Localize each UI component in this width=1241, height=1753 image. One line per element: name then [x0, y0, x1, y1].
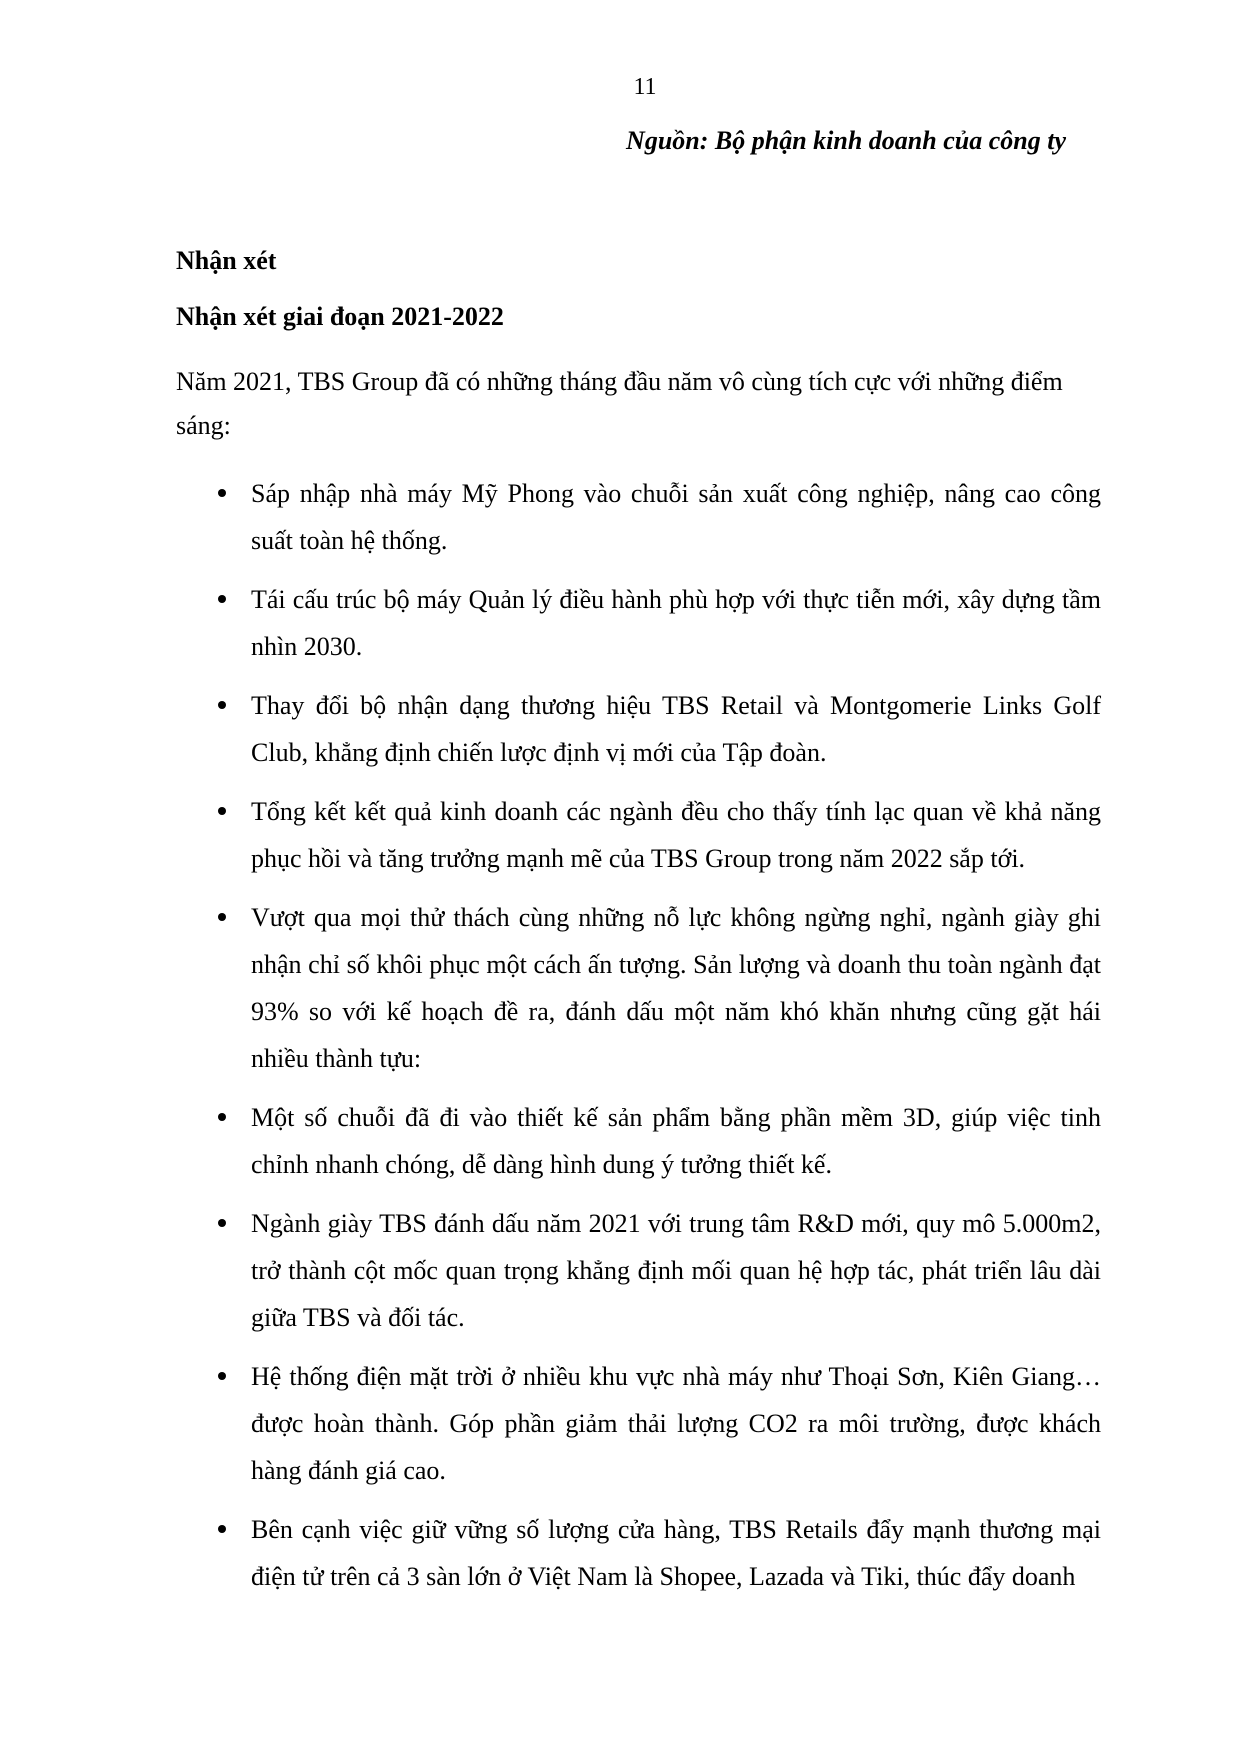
- bullet-item: [251, 682, 1101, 776]
- bullet-text: Một số chuỗi đã đi vào thiết kế sản phẩm bằng phần mềm 3D, giúp việc tinh chỉnh nhanh chóng, dễ dàng hình dung ý tưởng thiết kế.: [251, 1103, 1101, 1179]
- bullet-item: [251, 1094, 1101, 1188]
- bullet-item: [251, 1506, 1101, 1600]
- bullet-text: Thay đổi bộ nhận dạng thương hiệu TBS Retail và Montgomerie Links Golf Club, khẳng định chiến lược định vị mới của Tập đoàn.: [251, 691, 1101, 767]
- bullet-text: Hệ thống điện mặt trời ở nhiều khu vực nhà máy như Thoại Sơn, Kiên Giang… được hoàn thành. Góp phần giảm thải lượng CO2 ra môi trường, được khách hàng đánh giá cao.: [251, 1362, 1101, 1485]
- bullet-icon: [218, 913, 226, 921]
- bullet-icon: [218, 701, 226, 709]
- bullet-item: [251, 788, 1101, 882]
- bullet-item: [251, 1200, 1101, 1341]
- bullet-text: Sáp nhập nhà máy Mỹ Phong vào chuỗi sản xuất công nghiệp, nâng cao công suất toàn hệ thống.: [251, 479, 1101, 555]
- section-heading: Nhận xét: [176, 246, 277, 275]
- bullet-item: [251, 576, 1101, 670]
- bullet-text: Ngành giày TBS đánh dấu năm 2021 với trung tâm R&D mới, quy mô 5.000m2, trở thành cột mốc quan trọng khẳng định mối quan hệ hợp tác, phát triển lâu dài giữa TBS và đối tác.: [251, 1209, 1101, 1332]
- bullet-icon: [218, 1525, 226, 1533]
- intro-paragraph: Năm 2021, TBS Group đã có những tháng đầu năm vô cùng tích cực với những điểm sáng:: [176, 367, 1063, 440]
- bullet-icon: [218, 489, 226, 497]
- bullet-text: Vượt qua mọi thử thách cùng những nỗ lực không ngừng nghỉ, ngành giày ghi nhận chỉ số khôi phục một cách ấn tượng. Sản lượng và doanh thu toàn ngành đạt 93% so với kế hoạch đề ra, đánh dấu một năm khó khăn nhưng cũng gặt hái nhiều thành tựu:: [251, 903, 1101, 1073]
- subsection-heading: Nhận xét giai đoạn 2021-2022: [176, 302, 504, 331]
- bullet-item: [251, 1353, 1101, 1494]
- bullet-icon: [218, 807, 226, 815]
- bullet-list: [0, 470, 1241, 1612]
- bullet-text: Bên cạnh việc giữ vững số lượng cửa hàng, TBS Retails đẩy mạnh thương mại điện tử trên cả 3 sàn lớn ở Việt Nam là Shopee, Lazada và Tiki, thúc đẩy doanh: [251, 1515, 1101, 1591]
- bullet-item: [251, 894, 1101, 1082]
- page-number: 11: [633, 74, 657, 100]
- bullet-icon: [218, 1219, 226, 1227]
- bullet-text: Tái cấu trúc bộ máy Quản lý điều hành phù hợp với thực tiễn mới, xây dựng tầm nhìn 2030.: [251, 585, 1101, 661]
- bullet-text: Tổng kết kết quả kinh doanh các ngành đều cho thấy tính lạc quan về khả năng phục hồi và tăng trưởng mạnh mẽ của TBS Group trong năm 2022 sắp tới.: [251, 797, 1101, 873]
- bullet-icon: [218, 1113, 226, 1121]
- bullet-icon: [218, 595, 226, 603]
- bullet-item: [251, 470, 1101, 564]
- source-note: Nguồn: Bộ phận kinh doanh của công ty: [626, 126, 1066, 155]
- bullet-icon: [218, 1372, 226, 1380]
